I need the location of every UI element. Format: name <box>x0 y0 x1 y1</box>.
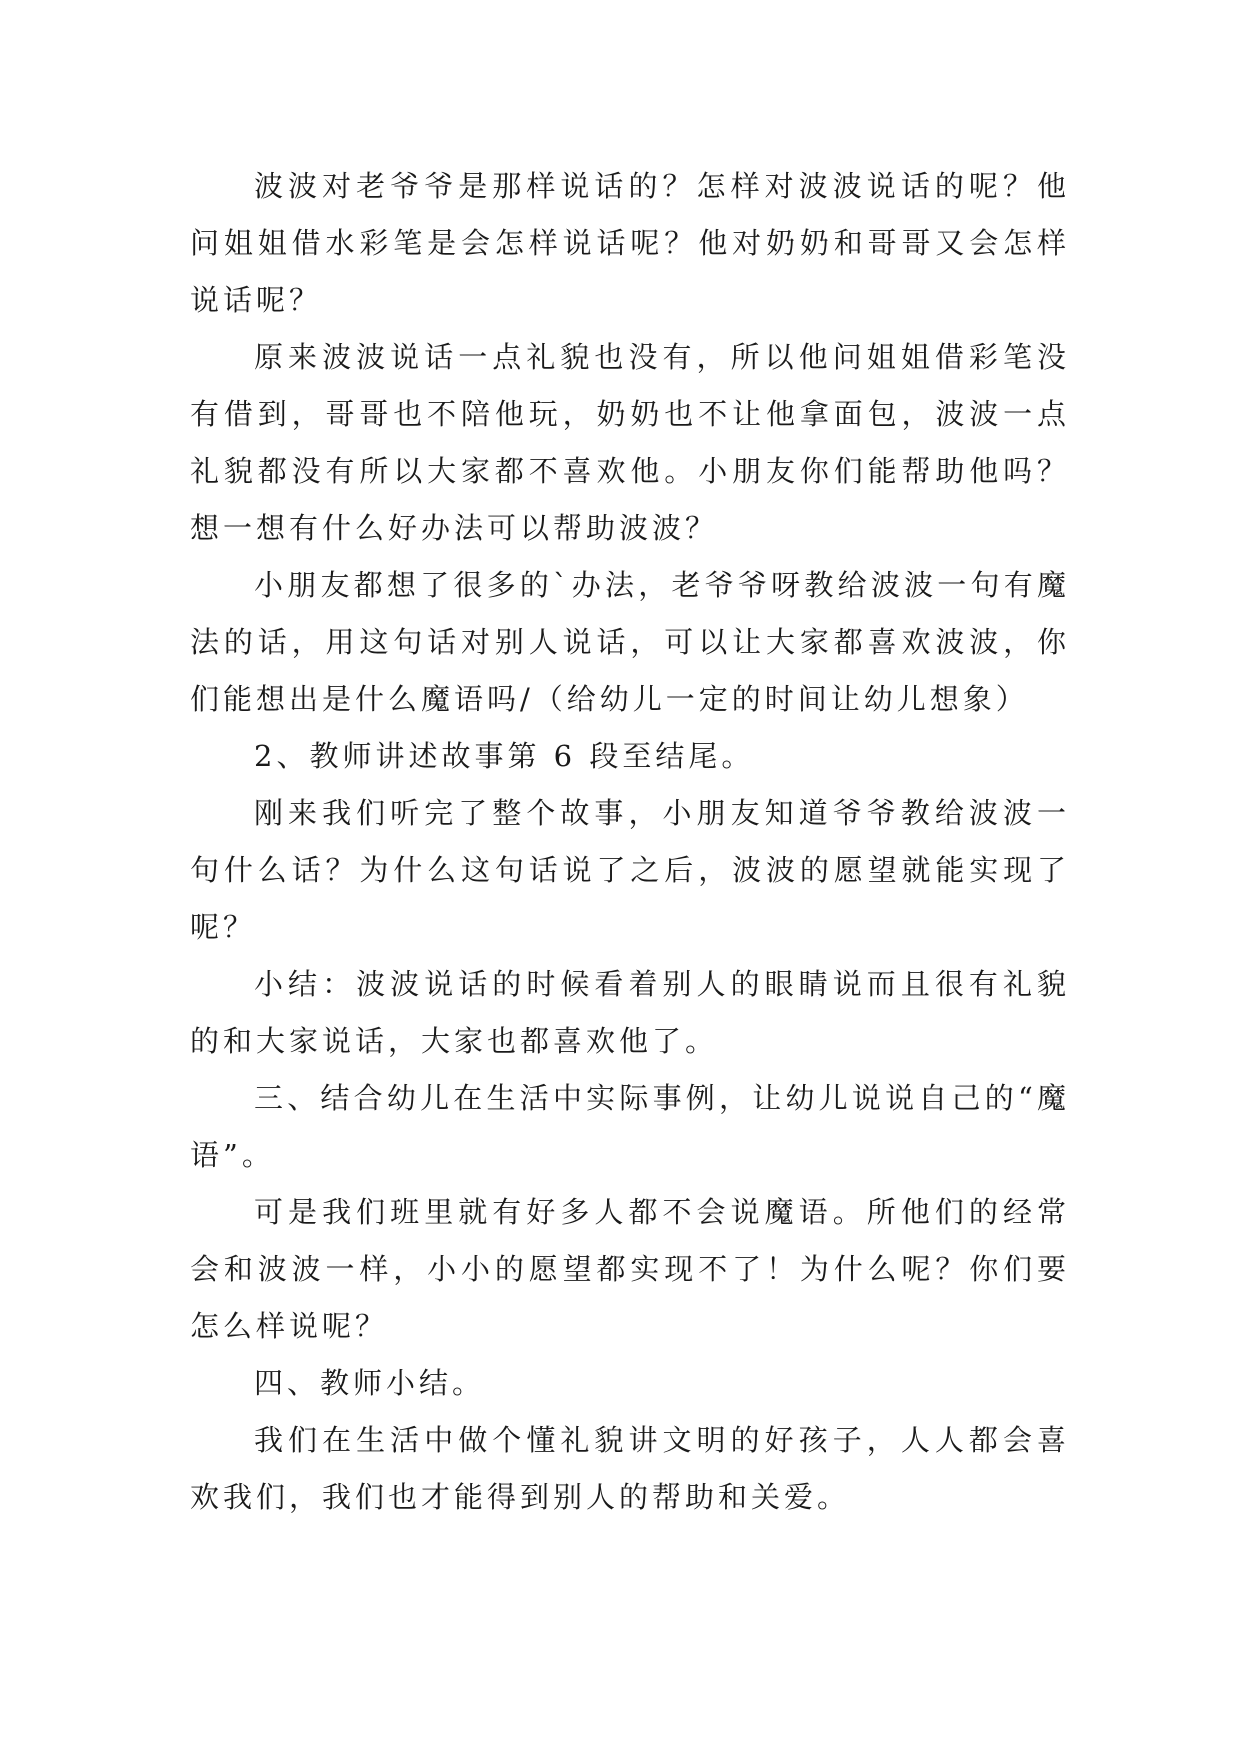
paragraph-2: 原来波波说话一点礼貌也没有，所以他问姐姐借彩笔没有借到，哥哥也不陪他玩，奶奶也不让他拿面包，波波一点礼貌都没有所以大家都不喜欢他。小朋友你们能帮助他吗？想一想有什么好办法可以帮助波波？ <box>190 340 1070 545</box>
paragraph-3: 小朋友都想了很多的`办法，老爷爷呀教给波波一句有魔法的话，用这句话对别人说话，可以让大家都喜欢波波，你们能想出是什么魔语吗/（给幼儿一定的时间让幼儿想象） <box>190 568 1070 716</box>
paragraph-5: 刚来我们听完了整个故事，小朋友知道爷爷教给波波一句什么话？为什么这句话说了之后，波波的愿望就能实现了呢？ <box>190 796 1070 944</box>
section-heading-4: 四、教师小结。 <box>254 1366 486 1400</box>
document-body <box>190 158 1070 1526</box>
paragraph-4: 2、教师讲述故事第 6 段至结尾。 <box>254 739 755 773</box>
paragraph-10: 我们在生活中做个懂礼貌讲文明的好孩子，人人都会喜欢我们，我们也才能得到别人的帮助和关爱。 <box>190 1423 1070 1514</box>
paragraph-1: 波波对老爷爷是那样说话的？怎样对波波说话的呢？他问姐姐借水彩笔是会怎样说话呢？他对奶奶和哥哥又会怎样说话呢？ <box>190 169 1070 317</box>
paragraph-6: 小结：波波说话的时候看着别人的眼睛说而且很有礼貌的和大家说话，大家也都喜欢他了。 <box>190 967 1070 1058</box>
paragraph-8: 可是我们班里就有好多人都不会说魔语。所他们的经常会和波波一样，小小的愿望都实现不了！为什么呢？你们要怎么样说呢？ <box>190 1195 1070 1343</box>
section-heading-3: 三、结合幼儿在生活中实际事例，让幼儿说说自己的“魔语”。 <box>190 1081 1070 1172</box>
